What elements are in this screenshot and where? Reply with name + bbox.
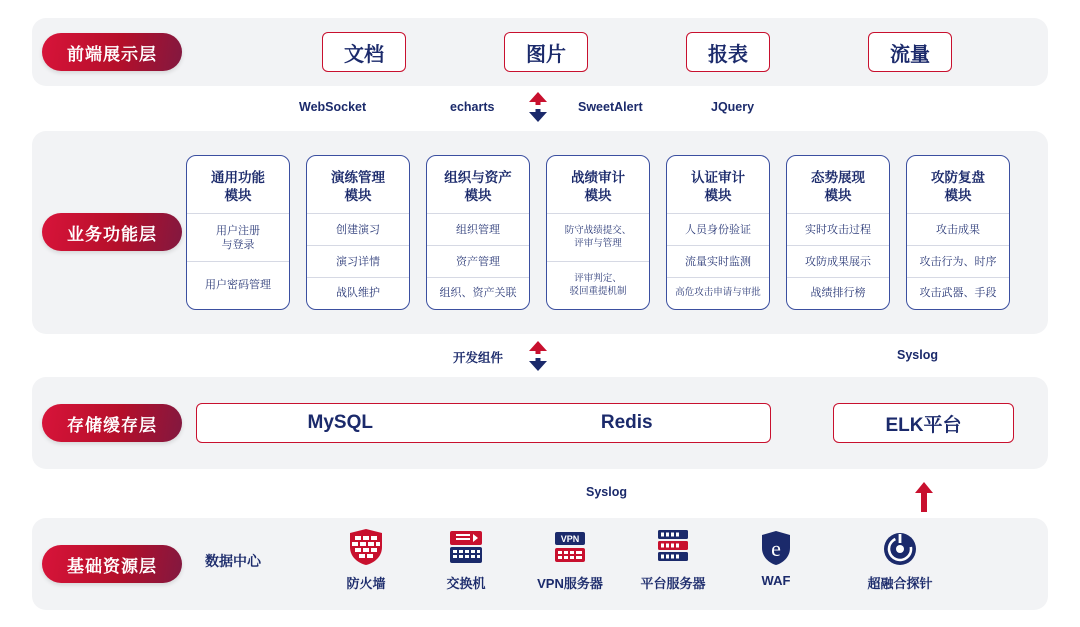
svg-text:e: e (771, 536, 781, 561)
module-title: 攻防复盘 模块 (931, 170, 985, 204)
infra-item-vpn-server[interactable] (522, 528, 618, 592)
hyperconverged-probe-icon (883, 528, 917, 566)
infra-item-waf[interactable] (728, 528, 824, 588)
box-label: 文档 (344, 43, 384, 66)
module-org-asset[interactable] (426, 155, 530, 310)
layer-label: 基础资源层 (67, 556, 157, 576)
business-layer-band (32, 131, 1048, 334)
infra-label: VPN服务器 (537, 576, 603, 591)
infra-label: 平台服务器 (640, 576, 706, 591)
infra-item-hyperconverged-probe[interactable] (852, 528, 948, 592)
module-item[interactable]: 攻击武器、手段 (907, 277, 1009, 309)
layer-label: 业务功能层 (67, 224, 157, 244)
waf-icon (760, 528, 792, 566)
infra-item-platform-server[interactable] (625, 528, 721, 592)
module-item[interactable]: 人员身份验证 (667, 213, 769, 245)
module-items (907, 213, 1009, 309)
layer-pill-business (42, 213, 182, 251)
module-auth-audit[interactable] (666, 155, 770, 310)
module-title: 组织与资产 模块 (444, 170, 512, 204)
storage-label-mysql: MySQL (307, 412, 373, 433)
layer-pill-storage (42, 404, 182, 442)
module-item[interactable]: 实时攻击过程 (787, 213, 889, 245)
module-items (187, 213, 289, 309)
layer-pill-infrastructure (42, 545, 182, 583)
module-item[interactable]: 用户注册 与登录 (187, 213, 289, 261)
connector-label-syslog-bottom: Syslog (586, 485, 627, 499)
module-score-audit[interactable] (546, 155, 650, 310)
firewall-icon (348, 528, 384, 566)
presentation-box-report[interactable] (686, 32, 770, 72)
svg-text:VPN: VPN (560, 534, 580, 544)
module-title: 态势展现 模块 (811, 170, 865, 204)
connector-label-syslog-mid: Syslog (897, 348, 938, 362)
module-item[interactable]: 创建演习 (307, 213, 409, 245)
module-attack-review[interactable] (906, 155, 1010, 310)
double-arrow-icon-mid (527, 341, 549, 371)
infra-label: 交换机 (446, 576, 486, 591)
switch-icon (447, 528, 485, 566)
connector-label-websocket: WebSocket (299, 100, 367, 114)
module-item[interactable]: 资产管理 (427, 245, 529, 277)
platform-server-icon (654, 528, 692, 566)
module-general-functions[interactable] (186, 155, 290, 310)
module-exercise-management[interactable] (306, 155, 410, 310)
module-situation-display[interactable] (786, 155, 890, 310)
infra-item-firewall[interactable] (318, 528, 414, 592)
infra-item-switch[interactable] (418, 528, 514, 592)
presentation-box-image[interactable] (504, 32, 588, 72)
storage-box-elk[interactable] (833, 403, 1014, 443)
module-item[interactable]: 防守战绩提交、 评审与管理 (547, 213, 649, 261)
storage-label-redis: Redis (600, 412, 653, 433)
module-item[interactable]: 高危攻击申请与审批 (667, 277, 769, 309)
module-items (307, 213, 409, 309)
module-item[interactable]: 攻击成果 (907, 213, 1009, 245)
module-items (667, 213, 769, 309)
module-item[interactable]: 演习详情 (307, 245, 409, 277)
connector-label-echarts: echarts (450, 100, 495, 114)
module-title: 认证审计 模块 (691, 170, 745, 204)
module-item[interactable]: 攻击行为、时序 (907, 245, 1009, 277)
infrastructure-text-label: 数据中心 (205, 553, 261, 569)
module-item[interactable]: 战队维护 (307, 277, 409, 309)
layer-label: 前端展示层 (67, 44, 157, 64)
infra-label: 防火墙 (346, 576, 386, 591)
module-item[interactable]: 评审判定、 驳回重提机制 (547, 261, 649, 309)
box-label: 图片 (526, 43, 566, 66)
vpn-server-icon (551, 528, 589, 566)
layer-label: 存储缓存层 (67, 415, 157, 435)
module-item[interactable]: 战绩排行榜 (787, 277, 889, 309)
infra-label: WAF (761, 573, 791, 588)
storage-box-primary[interactable] (196, 403, 771, 443)
module-item[interactable]: 组织、资产关联 (427, 277, 529, 309)
module-title: 演练管理 模块 (331, 170, 385, 204)
module-title: 通用功能 模块 (211, 170, 265, 204)
presentation-box-document[interactable] (322, 32, 406, 72)
box-label: 报表 (708, 43, 748, 66)
connector-label-dev-components: 开发组件 (453, 351, 504, 365)
presentation-box-traffic[interactable] (868, 32, 952, 72)
module-item[interactable]: 攻防成果展示 (787, 245, 889, 277)
connector-label-jquery: JQuery (711, 100, 755, 114)
module-items (547, 213, 649, 309)
up-arrow-icon-bottom (913, 482, 935, 512)
module-item[interactable]: 用户密码管理 (187, 261, 289, 309)
module-item[interactable]: 组织管理 (427, 213, 529, 245)
module-title: 战绩审计 模块 (571, 170, 625, 204)
module-items (787, 213, 889, 309)
connector-label-sweetalert: SweetAlert (578, 100, 643, 114)
storage-label-elk: ELK平台 (885, 414, 962, 436)
module-items (427, 213, 529, 309)
layer-pill-presentation (42, 33, 182, 71)
module-item[interactable]: 流量实时监测 (667, 245, 769, 277)
double-arrow-icon-top (527, 92, 549, 122)
infra-label: 超融合探针 (867, 576, 933, 591)
box-label: 流量 (890, 43, 930, 66)
